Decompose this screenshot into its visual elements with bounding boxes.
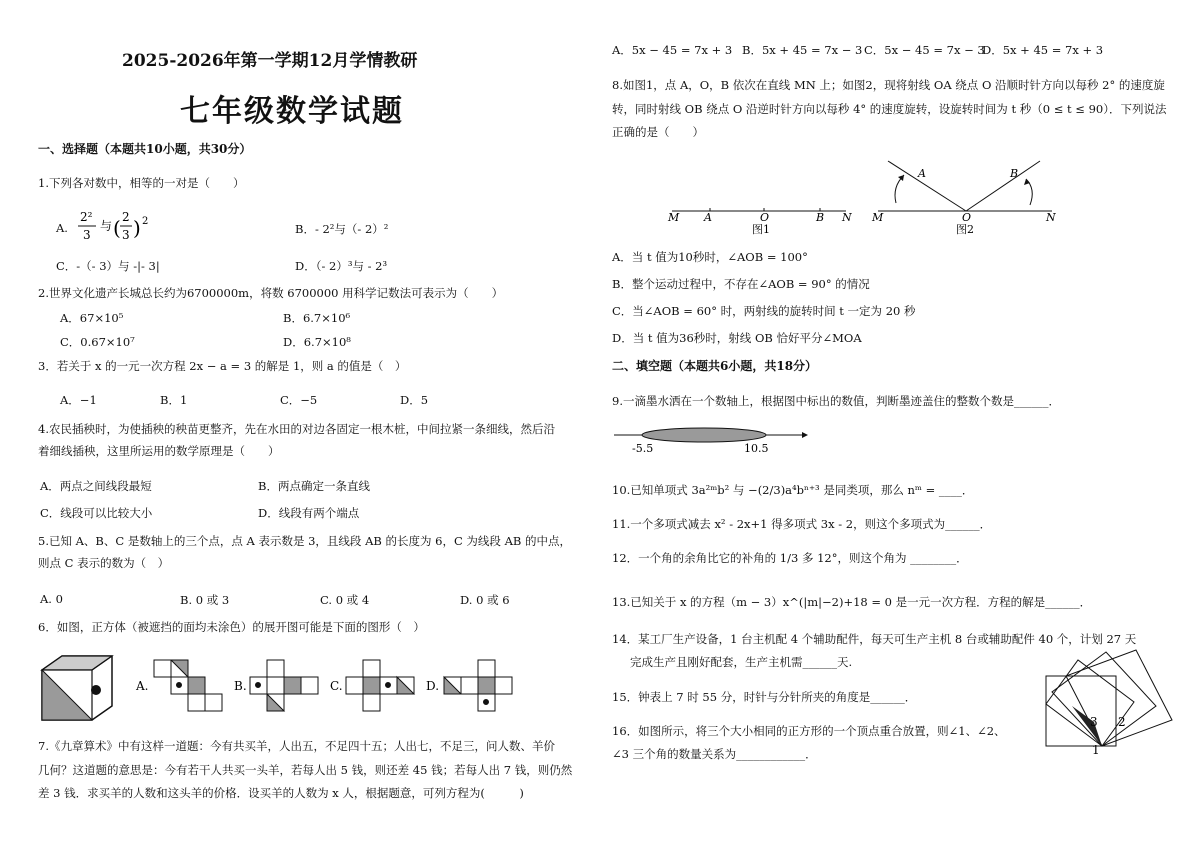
q1a-num: 2²	[80, 210, 93, 224]
svg-text:B.: B.	[234, 679, 247, 693]
svg-text:C.: C.	[330, 679, 343, 693]
question-8-figures	[660, 155, 1070, 240]
question-8-option-b: B．整个运动过程中，不存在∠AOB = 90° 的情况	[612, 277, 870, 291]
svg-text:(: (	[113, 216, 121, 240]
svg-text:2: 2	[142, 216, 149, 227]
question-16-stem-line-1: 16．如图所示，将三个大小相同的正方形的一个顶点重合放置，则∠1、∠2、	[612, 724, 1006, 738]
question-3-option-b: B．1	[160, 393, 188, 407]
question-10-stem: 10.已知单项式 3a²ᵐb² 与 −(2/3)a⁴bⁿ⁺³ 是同类项，那么 nᵐ = ____．	[612, 483, 974, 497]
question-1-stem: 1.下列各对数中，相等的一对是（ ）	[38, 176, 245, 190]
question-8-stem-line-1: 8.如图1，点 A，O，B 依次在直线 MN 上；如图2，现将射线 OA 绕点 O 沿顺时针方向以每秒 2° 的速度旋	[612, 78, 1165, 92]
svg-text:10.5: 10.5	[744, 442, 769, 455]
svg-text:O: O	[962, 211, 972, 224]
question-7-option-b: B．5x + 45 = 7x − 3	[742, 43, 863, 57]
question-4-option-b: B．两点确定一条直线	[258, 479, 370, 493]
svg-text:与: 与	[100, 219, 113, 233]
question-7-stem-line-1: 7.《九章算术》中有这样一道题：今有共买羊，人出五，不足四十五；人出七，不足三，问人数、羊价	[38, 739, 555, 753]
question-2-stem: 2.世界文化遗产长城总长约为6700000m，将数 6700000 用科学记数法可表示为（ ）	[38, 286, 504, 300]
question-2-option-c: C．0.67×10⁷	[60, 335, 135, 349]
svg-text:N: N	[842, 211, 852, 224]
question-16-stem-line-2: ∠3 三个角的数量关系为____________．	[612, 747, 817, 761]
question-16-squares-figure	[1032, 646, 1182, 796]
question-15-stem: 15．钟表上 7 时 55 分，时针与分针所夹的角度是______．	[612, 690, 917, 704]
svg-text:3: 3	[83, 228, 91, 242]
question-7-stem-line-2: 几何？这道题的意思是：今有若干人共买一头羊，若每人出 5 钱，则还差 45 钱；若每人出 7 钱，则仍然	[38, 763, 573, 777]
question-4-option-a: A．两点之间线段最短	[40, 479, 152, 493]
question-4-option-d: D．线段有两个端点	[258, 506, 360, 520]
section-1-title: 一、选择题（本题共10小题，共30分）	[38, 142, 252, 156]
question-2-option-d: D．6.7×10⁸	[283, 335, 351, 349]
question-9-stem: 9.一滴墨水洒在一个数轴上，根据图中标出的数值，判断墨迹盖住的整数个数是______．	[612, 394, 1060, 408]
svg-text:D.: D.	[426, 679, 440, 693]
svg-text:-5.5: -5.5	[632, 442, 654, 455]
svg-text:A.: A.	[136, 679, 149, 693]
question-3-option-a: A．−1	[60, 393, 97, 407]
question-6-stem: 6．如图，正方体（被遮挡的面均未涂色）的展开图可能是下面的图形（ ）	[38, 620, 425, 634]
question-1-option-c: C．-（- 3）与 -|- 3|	[56, 259, 160, 273]
question-3-option-d: D．5	[400, 393, 429, 407]
question-5-option-c: C. 0 或 4	[320, 593, 370, 607]
svg-text:A: A	[918, 167, 926, 180]
svg-text:M: M	[872, 211, 884, 224]
question-1-option-b: B．- 2²与（- 2）²	[295, 222, 389, 236]
question-7-option-a: A．5x − 45 = 7x + 3	[612, 43, 733, 57]
svg-text:A: A	[704, 211, 712, 224]
cube-figure	[42, 656, 112, 720]
question-1-option-d: D．（- 2）³与 - 2³	[295, 259, 388, 273]
question-8-option-a: A．当 t 值为10秒时，∠AOB = 100°	[612, 250, 808, 264]
svg-text:1: 1	[1092, 743, 1100, 757]
svg-text:N: N	[1046, 211, 1056, 224]
svg-text:O: O	[760, 211, 770, 224]
question-1-option-a-label: A.	[56, 221, 68, 235]
svg-text:图2: 图2	[956, 223, 974, 236]
svg-text:2: 2	[1118, 715, 1126, 729]
question-5-option-d: D. 0 或 6	[460, 593, 510, 607]
exam-subtitle: 七年级数学试题	[180, 94, 404, 129]
svg-text:2: 2	[122, 210, 130, 224]
question-1-option-a-fractions	[70, 207, 180, 247]
question-8-stem-line-3: 正确的是（ ）	[612, 125, 704, 139]
question-11-stem: 11.一个多项式减去 x² - 2x+1 得多项式 3x - 2，则这个多项式为______．	[612, 517, 992, 531]
question-2-option-a: A．67×10⁵	[60, 311, 124, 325]
question-5-stem-line-2: 则点 C 表示的数为（ ）	[38, 556, 170, 570]
svg-text:B: B	[816, 211, 825, 224]
svg-text:B: B	[1010, 167, 1019, 180]
question-8-stem-line-2: 转，同时射线 OB 绕点 O 沿逆时针方向以每秒 4° 的速度旋转，设旋转时间为 t 秒（0 ≤ t ≤ 90）．下列说法	[612, 102, 1167, 116]
section-2-title: 二、填空题（本题共6小题，共18分）	[612, 359, 818, 373]
svg-text:): )	[133, 216, 141, 240]
question-6-figures	[36, 652, 576, 722]
question-5-option-a: A. 0	[40, 592, 63, 606]
svg-text:3: 3	[1090, 715, 1098, 729]
svg-text:3: 3	[122, 228, 130, 242]
question-2-option-b: B．6.7×10⁶	[283, 311, 351, 325]
question-5-stem-line-1: 5.已知 A、B、C 是数轴上的三个点，点 A 表示数是 3，且线段 AB 的长度为 6，C 为线段 AB 的中点，	[38, 534, 571, 548]
exam-title: 2025-2026年第一学期12月学情教研	[122, 51, 418, 71]
question-7-option-c: C．5x − 45 = 7x − 3	[864, 43, 985, 57]
question-7-option-d: D．5x + 45 = 7x + 3	[982, 43, 1104, 57]
svg-text:M: M	[668, 211, 680, 224]
question-8-option-d: D．当 t 值为36秒时，射线 OB 恰好平分∠MOA	[612, 331, 862, 345]
question-14-stem-line-1: 14．某工厂生产设备，1 台主机配 4 个辅助配件，每天可生产主机 8 台或辅助配件 40 个，计划 27 天	[612, 632, 1137, 646]
question-8-option-c: C．当∠AOB = 60° 时，两射线的旋转时间 t 一定为 20 秒	[612, 304, 916, 318]
question-14-stem-line-2: 完成生产且刚好配套，生产主机需______天.	[630, 655, 853, 669]
question-12-stem: 12．一个角的余角比它的补角的 1/3 多 12°，则这个角为 ________．	[612, 551, 968, 565]
question-4-stem-line-2: 着细线插秧，这里所运用的数学原理是（ ）	[38, 444, 280, 458]
question-3-stem: 3．若关于 x 的一元一次方程 2x − a = 3 的解是 1，则 a 的值是（ ）	[38, 359, 407, 373]
svg-text:图1: 图1	[752, 223, 770, 236]
question-7-stem-line-3: 差 3 钱．求买羊的人数和这头羊的价格．设买羊的人数为 x 人，根据题意，可列方程为( )	[38, 786, 524, 800]
question-4-stem-line-1: 4.农民插秧时，为使插秧的秧苗更整齐，先在水田的对边各固定一根木桩，中间拉紧一条细线，然后沿	[38, 422, 555, 436]
question-5-option-b: B. 0 或 3	[180, 593, 230, 607]
question-4-option-c: C．线段可以比较大小	[40, 506, 153, 520]
question-9-number-line	[612, 423, 812, 457]
question-13-stem: 13.已知关于 x 的方程（m − 3）x^(|m|−2)+18 = 0 是一元一次方程．方程的解是______．	[612, 595, 1092, 609]
question-3-option-c: C．−5	[280, 393, 318, 407]
